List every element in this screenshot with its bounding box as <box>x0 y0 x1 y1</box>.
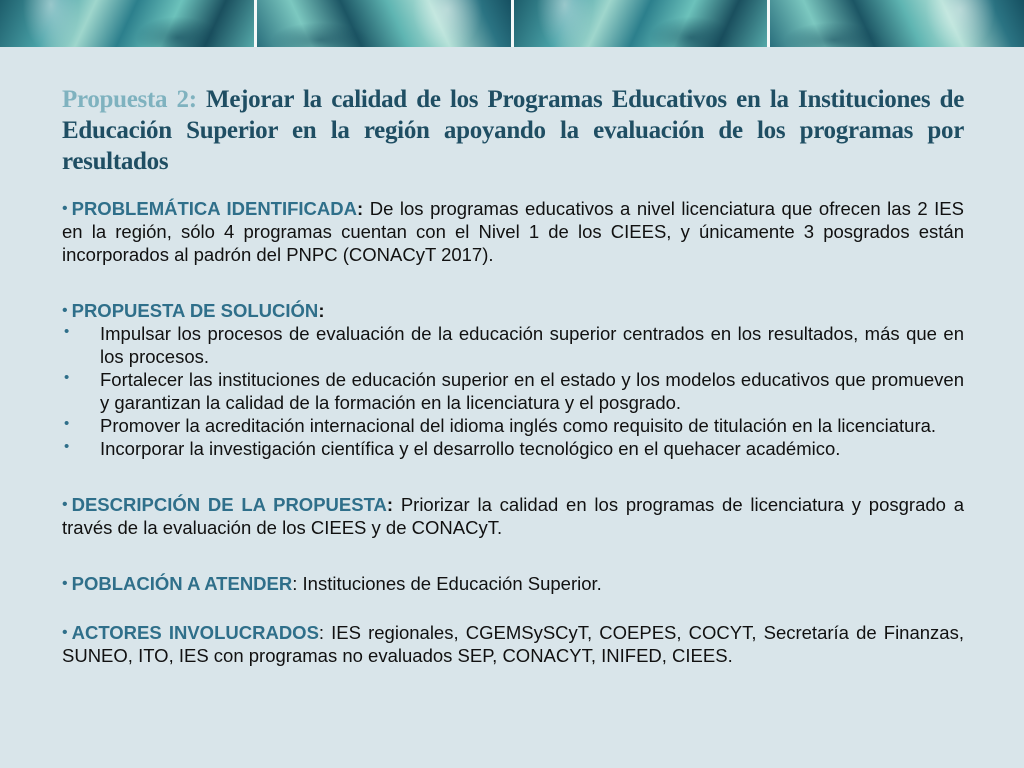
slide-title <box>62 84 964 177</box>
propuesta-heading-line: • PROPUESTA DE SOLUCIÓN: <box>62 300 325 321</box>
problematica-text: De los programas educativos a nivel licenciatura que ofrecen las 2 IES en la región, sólo 4 programas cuentan con el Nivel 1 de los CIEES, y únicamente 3 posgrados están incorporados al padrón del PNPC (CONACyT 2017). <box>62 198 964 265</box>
actores-heading: ACTORES INVOLUCRADOS <box>71 622 319 643</box>
propuesta-heading: PROPUESTA DE SOLUCIÓN <box>71 300 319 321</box>
title-text: Mejorar la calidad de los Programas Educativos en la Instituciones de Educación Superior en la región apoyando la evaluación de los programas por resultados <box>62 86 964 175</box>
actores-paragraph: • ACTORES INVOLUCRADOS: IES regionales, CGEMSySCyT, COEPES, COCYT, Secretaría de Finanzas, SUNEO, ITO, IES con programas no evaluados SEP, CONACYT, INIFED, CIEES. <box>62 622 964 666</box>
bullet-icon: • <box>64 438 70 455</box>
bullet-icon: • <box>64 369 70 386</box>
banner-image-3 <box>514 0 768 47</box>
list-item: • Fortalecer las instituciones de educación superior en el estado y los modelos educativos que promueven y garantizan la calidad de la formación en la licenciatura y el posgrado. <box>62 368 964 414</box>
banner-image-2 <box>257 0 511 47</box>
title-lead: Propuesta 2: <box>62 86 197 113</box>
slide-content <box>62 84 964 667</box>
decorative-banner <box>0 0 1024 47</box>
banner-image-1 <box>0 0 254 47</box>
bullet-icon: • <box>62 200 68 217</box>
list-item: • Promover la acreditación internacional del idioma inglés como requisito de titulación en la licenciatura. <box>62 414 964 437</box>
bullet-icon: • <box>62 496 68 513</box>
actores-text: IES regionales, CGEMSySCyT, COEPES, COCYT, Secretaría de Finanzas, SUNEO, ITO, IES con programas no evaluados SEP, CONACYT, INIFED, CIEES. <box>62 622 964 666</box>
poblacion-paragraph: • POBLACIÓN A ATENDER: Instituciones de Educación Superior. <box>62 573 602 594</box>
propuesta-list <box>62 322 964 460</box>
descripcion-text: Priorizar la calidad en los programas de licenciatura y posgrado a través de la evaluación de los CIEES y de CONACyT. <box>62 494 965 538</box>
problematica-paragraph: • PROBLEMÁTICA IDENTIFICADA: De los programas educativos a nivel licenciatura que ofrecen las 2 IES en la región, sólo 4 programas cuentan con el Nivel 1 de los CIEES, y únicamente 3 posgrados están incorporados al padrón del PNPC (CONACyT 2017). <box>62 198 964 265</box>
poblacion-heading: POBLACIÓN A ATENDER <box>71 573 293 594</box>
descripcion-paragraph: • DESCRIPCIÓN DE LA PROPUESTA: Priorizar la calidad en los programas de licenciatura y posgrado a través de la evaluación de los CIEES y de CONACyT. <box>62 494 965 538</box>
bullet-icon: • <box>64 415 70 432</box>
descripcion-heading: DESCRIPCIÓN DE LA PROPUESTA <box>71 494 387 515</box>
bullet-icon: • <box>62 575 68 592</box>
bullet-icon: • <box>62 624 68 641</box>
banner-image-4 <box>770 0 1024 47</box>
list-item: • Incorporar la investigación científica y el desarrollo tecnológico en el quehacer académico. <box>62 437 964 460</box>
list-item: • Impulsar los procesos de evaluación de la educación superior centrados en los resultados, más que en los procesos. <box>62 322 964 368</box>
bullet-icon: • <box>64 323 70 340</box>
poblacion-text: Instituciones de Educación Superior. <box>297 573 602 594</box>
problematica-heading: PROBLEMÁTICA IDENTIFICADA <box>71 198 357 219</box>
bullet-icon: • <box>62 302 68 319</box>
